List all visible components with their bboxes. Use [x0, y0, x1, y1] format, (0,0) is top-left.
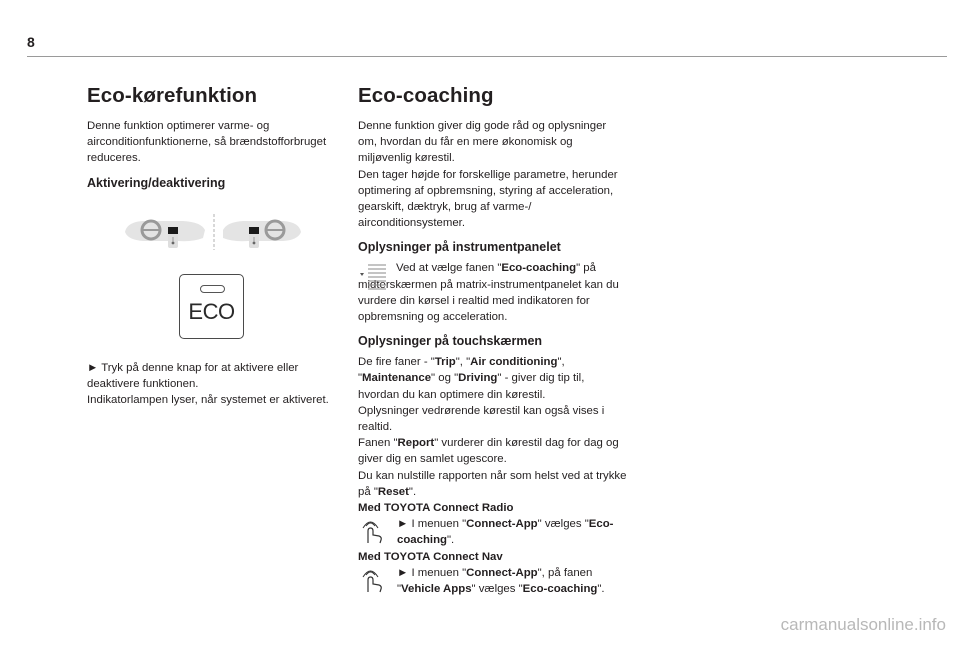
connect-nav-heading: Med TOYOTA Connect Nav: [358, 550, 503, 563]
sec1-tab-name: Eco-coaching: [501, 262, 577, 275]
tab-report: Report: [397, 437, 435, 450]
eco-button: [179, 274, 244, 339]
reset-label: Reset: [377, 485, 409, 498]
menu-list-icon: [358, 262, 388, 292]
touchscreen-heading: Oplysninger på touchskærmen: [358, 334, 543, 349]
sec1-text-pre: Ved at vælge fanen ": [396, 262, 502, 275]
indicator-lamp: [200, 285, 225, 293]
sec1-text-post: " på midterskærmen på matrix-instrumentpanelet kan du vurdere din kørsel i realtid med indikatoren for opbremsning og acceleration.: [358, 262, 619, 324]
touch-gesture-icon: [360, 568, 386, 594]
instrument-panel-paragraph: [358, 260, 628, 325]
eco-coaching-intro-2: Den tager højde for forskellige parametre, herunder optimering af opbremsning, styring af acceleration, gearskift, dæktryk, brug af varme-/ airconditionsystemer.: [358, 168, 618, 230]
connect-radio-heading: Med TOYOTA Connect Radio: [358, 502, 514, 515]
instrument-panel-heading: Oplysninger på instrumentpanelet: [358, 240, 561, 255]
eco-coaching-section: [358, 84, 628, 597]
connect-nav-step: ► I menuen "Connect-App", på fanen "Vehicle Apps" vælges "Eco-coaching".: [358, 565, 628, 597]
eco-driving-section: [87, 84, 349, 408]
dashboard-illustration: [123, 212, 303, 258]
header-rule: [27, 56, 947, 57]
eco-instruction: ► Tryk på denne knap for at aktivere eller deaktivere funktionen.: [87, 361, 299, 390]
eco-coaching-title: Eco-coaching: [358, 84, 494, 107]
steering-wheel-icon: [123, 212, 303, 258]
realtime-paragraph: Oplysninger vedrørende kørestil kan også vises i realtid.: [358, 404, 605, 434]
report-paragraph: Fanen "Report" vurderer din kørestil dag for dag og giver dig en samlet ugescore.: [358, 437, 619, 466]
tab-maintenance: Maintenance: [362, 372, 432, 385]
tab-trip: Trip: [434, 356, 456, 369]
indicator-note: Indikatorlampen lyser, når systemet er aktiveret.: [87, 394, 329, 407]
watermark: carmanualsonline.info: [780, 615, 946, 634]
page-number: 8: [27, 34, 35, 50]
connect-radio-step: ► I menuen "Connect-App" vælges "Eco-coaching".: [358, 516, 628, 548]
reset-paragraph: Du kan nulstille rapporten når som helst ved at trykke på "Reset".: [358, 469, 627, 498]
activation-heading: Aktivering/deaktivering: [87, 175, 226, 190]
tab-driving: Driving: [458, 372, 498, 385]
touch-gesture-icon: [360, 519, 386, 545]
tabs-paragraph: De fire faner - "Trip", "Air conditioning", "Maintenance" og "Driving" - giver dig tip til, hvordan du kan optimere din kørestil.: [358, 356, 585, 401]
eco-button-label: ECO: [188, 298, 235, 324]
eco-driving-title: Eco-kørefunktion: [87, 84, 258, 107]
tab-air-conditioning: Air conditioning: [470, 356, 558, 369]
eco-driving-intro: Denne funktion optimerer varme- og airconditionfunktionerne, så brændstofforbruget reduceres.: [87, 120, 327, 165]
eco-coaching-intro-1: Denne funktion giver dig gode råd og oplysninger om, hvordan du får en mere økonomisk og miljøvenlig kørestil.: [358, 120, 607, 165]
